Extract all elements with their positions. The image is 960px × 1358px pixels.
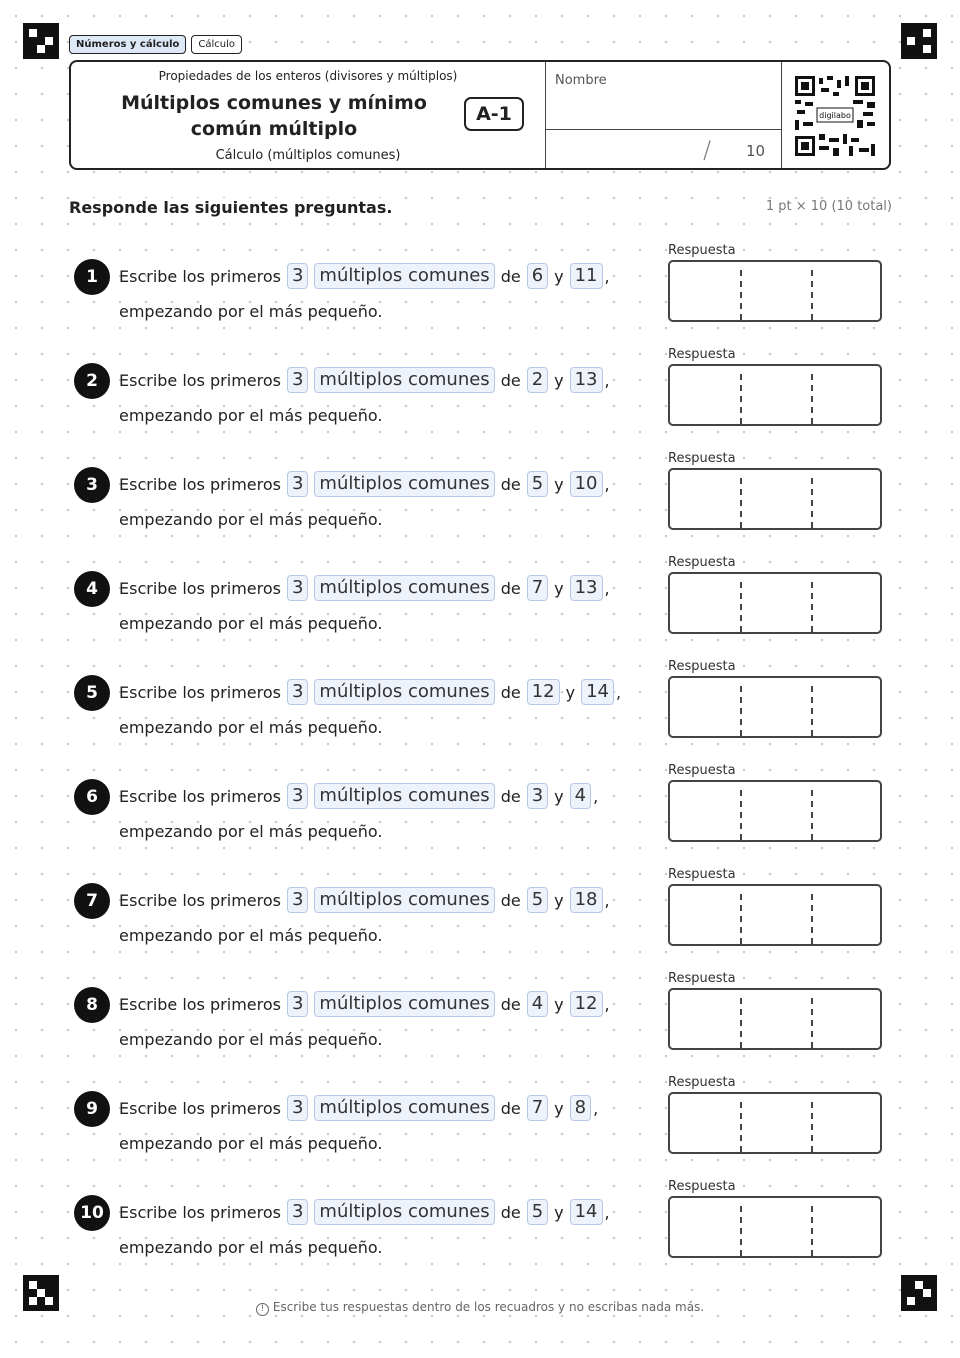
count-box: 3 — [287, 575, 308, 601]
question-number: 5 — [74, 675, 110, 711]
answer-divider — [811, 998, 813, 1048]
answer-divider — [811, 478, 813, 528]
question-text — [119, 365, 616, 395]
question-text-line2: empezando por el más pequeño. — [119, 614, 383, 633]
answer-divider — [740, 374, 742, 424]
answer-label: Respuesta — [668, 555, 736, 570]
answer-label: Respuesta — [668, 867, 736, 882]
topic-tags — [69, 35, 242, 54]
answer-label: Respuesta — [668, 1179, 736, 1194]
answer-divider — [811, 686, 813, 736]
name-label: Nombre — [555, 73, 607, 88]
number-a-box: 4 — [527, 991, 548, 1017]
answer-label: Respuesta — [668, 1075, 736, 1090]
count-box: 3 — [287, 783, 308, 809]
question-de: de — [500, 994, 521, 1014]
question-y: y — [554, 266, 564, 286]
tag-calculation: Cálculo — [191, 35, 242, 54]
question-comma: , — [593, 1098, 599, 1118]
info-icon: ! — [256, 1303, 269, 1316]
question-prefix: Escribe los primeros — [119, 994, 281, 1014]
question-item — [0, 555, 960, 675]
number-a-box: 5 — [527, 1199, 548, 1225]
question-comma: , — [604, 1202, 610, 1222]
corner-marker-top-right — [901, 23, 937, 59]
term-box: múltiplos comunes — [314, 783, 494, 809]
question-de: de — [500, 682, 521, 702]
number-b-box: 4 — [570, 783, 591, 809]
question-comma: , — [604, 370, 610, 390]
question-prefix: Escribe los primeros — [119, 1202, 281, 1222]
count-box: 3 — [287, 1095, 308, 1121]
answer-divider — [811, 894, 813, 944]
question-text-line2: empezando por el más pequeño. — [119, 926, 383, 945]
question-prefix: Escribe los primeros — [119, 370, 281, 390]
term-box: múltiplos comunes — [314, 1199, 494, 1225]
term-box: múltiplos comunes — [314, 1095, 494, 1121]
question-y: y — [554, 890, 564, 910]
count-box: 3 — [287, 1199, 308, 1225]
count-box: 3 — [287, 679, 308, 705]
question-item — [0, 971, 960, 1091]
question-comma: , — [604, 266, 610, 286]
question-y: y — [554, 994, 564, 1014]
answer-label: Respuesta — [668, 243, 736, 258]
question-text — [119, 677, 627, 707]
answer-box[interactable] — [668, 364, 882, 426]
number-b-box: 8 — [570, 1095, 591, 1121]
question-prefix: Escribe los primeros — [119, 786, 281, 806]
worksheet-subtitle: Cálculo (múltiplos comunes) — [215, 148, 401, 163]
question-item — [0, 867, 960, 987]
question-text — [119, 1197, 616, 1227]
question-prefix: Escribe los primeros — [119, 890, 281, 910]
question-text — [119, 781, 604, 811]
question-item — [0, 1075, 960, 1195]
instruction-text: Responde las siguientes preguntas. — [69, 198, 396, 217]
number-a-box: 2 — [527, 367, 548, 393]
answer-divider — [740, 1206, 742, 1256]
question-text — [119, 989, 616, 1019]
question-de: de — [500, 474, 521, 494]
qr-code — [793, 74, 877, 158]
question-y: y — [554, 578, 564, 598]
question-number: 6 — [74, 779, 110, 815]
question-item — [0, 1179, 960, 1299]
number-b-box: 12 — [570, 991, 603, 1017]
answer-label: Respuesta — [668, 763, 736, 778]
question-prefix: Escribe los primeros — [119, 266, 281, 286]
answer-divider — [811, 1206, 813, 1256]
question-item — [0, 347, 960, 467]
answer-label: Respuesta — [668, 659, 736, 674]
answer-label: Respuesta — [668, 451, 736, 466]
question-comma: , — [604, 474, 610, 494]
answer-divider — [811, 790, 813, 840]
answer-label: Respuesta — [668, 971, 736, 986]
question-item — [0, 659, 960, 779]
answer-box[interactable] — [668, 780, 882, 842]
question-de: de — [500, 370, 521, 390]
term-box: múltiplos comunes — [314, 263, 494, 289]
question-y: y — [554, 370, 564, 390]
answer-divider — [740, 894, 742, 944]
question-comma: , — [604, 890, 610, 910]
question-item — [0, 243, 960, 363]
question-text-line2: empezando por el más pequeño. — [119, 510, 383, 529]
footer-text: Escribe tus respuestas dentro de los recuadros y no escribas nada más. — [272, 1300, 705, 1314]
answer-box[interactable] — [668, 884, 882, 946]
question-number: 4 — [74, 571, 110, 607]
question-text-line2: empezando por el más pequeño. — [119, 1238, 383, 1257]
answer-divider — [740, 1102, 742, 1152]
number-b-box: 18 — [570, 887, 603, 913]
number-a-box: 3 — [527, 783, 548, 809]
answer-box[interactable] — [668, 1196, 882, 1258]
number-b-box: 14 — [570, 1199, 603, 1225]
question-text — [119, 885, 616, 915]
answer-divider — [740, 478, 742, 528]
question-prefix: Escribe los primeros — [119, 682, 281, 702]
header-category: Propiedades de los enteros (divisores y múltiplos) — [158, 69, 458, 83]
number-b-box: 11 — [570, 263, 603, 289]
footer-note — [0, 1300, 960, 1316]
count-box: 3 — [287, 991, 308, 1017]
question-prefix: Escribe los primeros — [119, 474, 281, 494]
number-a-box: 7 — [527, 1095, 548, 1121]
worksheet-code: A-1 — [464, 97, 524, 131]
number-b-box: 10 — [570, 471, 603, 497]
score-total: 10 — [746, 142, 766, 160]
question-de: de — [500, 578, 521, 598]
question-text-line2: empezando por el más pequeño. — [119, 1030, 383, 1049]
answer-box[interactable] — [668, 260, 882, 322]
answer-box[interactable] — [668, 1092, 882, 1154]
question-item — [0, 763, 960, 883]
count-box: 3 — [287, 367, 308, 393]
count-box: 3 — [287, 263, 308, 289]
question-number: 3 — [74, 467, 110, 503]
answer-divider — [740, 270, 742, 320]
number-b-box: 13 — [570, 575, 603, 601]
number-a-box: 12 — [527, 679, 560, 705]
question-y: y — [565, 682, 576, 702]
question-text-line2: empezando por el más pequeño. — [119, 302, 383, 321]
number-b-box: 14 — [581, 679, 614, 705]
question-number: 2 — [74, 363, 110, 399]
term-box: múltiplos comunes — [314, 575, 494, 601]
question-number: 1 — [74, 259, 110, 295]
question-de: de — [500, 266, 521, 286]
number-a-box: 7 — [527, 575, 548, 601]
question-de: de — [500, 1202, 521, 1222]
tag-numbers: Números y cálculo — [69, 35, 186, 54]
term-box: múltiplos comunes — [314, 887, 494, 913]
answer-box[interactable] — [668, 572, 882, 634]
question-y: y — [554, 1202, 564, 1222]
question-number: 8 — [74, 987, 110, 1023]
question-number: 10 — [74, 1195, 110, 1231]
term-box: múltiplos comunes — [314, 679, 494, 705]
qr-divider — [781, 62, 782, 168]
number-a-box: 5 — [527, 887, 548, 913]
term-box: múltiplos comunes — [314, 367, 494, 393]
question-text-line2: empezando por el más pequeño. — [119, 406, 383, 425]
header-title-area — [71, 62, 546, 168]
count-box: 3 — [287, 471, 308, 497]
question-text-line2: empezando por el más pequeño. — [119, 1134, 383, 1153]
question-text — [119, 469, 616, 499]
question-text — [119, 573, 616, 603]
answer-divider — [740, 686, 742, 736]
question-de: de — [500, 890, 521, 910]
question-text — [119, 261, 616, 291]
question-item — [0, 451, 960, 571]
answer-box[interactable] — [668, 468, 882, 530]
question-prefix: Escribe los primeros — [119, 1098, 281, 1118]
question-comma: , — [593, 786, 599, 806]
number-a-box: 5 — [527, 471, 548, 497]
question-comma: , — [604, 578, 610, 598]
points-note: 1 pt × 10 (10 total) — [765, 199, 892, 214]
worksheet-title: Múltiplos comunes y mínimo común múltiplo — [121, 92, 427, 140]
question-de: de — [500, 1098, 521, 1118]
term-box: múltiplos comunes — [314, 991, 494, 1017]
name-divider — [546, 129, 782, 130]
answer-divider — [811, 582, 813, 632]
question-text-line2: empezando por el más pequeño. — [119, 822, 383, 841]
worksheet-header — [69, 60, 891, 170]
qr-label: digilabo — [819, 111, 851, 120]
answer-divider — [740, 582, 742, 632]
question-de: de — [500, 786, 521, 806]
question-y: y — [554, 474, 564, 494]
question-y: y — [554, 1098, 564, 1118]
question-comma: , — [604, 994, 610, 1014]
question-text — [119, 1093, 604, 1123]
corner-marker-top-left — [23, 23, 59, 59]
question-y: y — [554, 786, 564, 806]
score-slash: / — [703, 136, 712, 164]
answer-divider — [811, 1102, 813, 1152]
count-box: 3 — [287, 887, 308, 913]
answer-label: Respuesta — [668, 347, 736, 362]
answer-box[interactable] — [668, 988, 882, 1050]
question-text-line2: empezando por el más pequeño. — [119, 718, 383, 737]
question-comma: , — [615, 682, 622, 702]
answer-divider — [740, 998, 742, 1048]
question-number: 7 — [74, 883, 110, 919]
question-prefix: Escribe los primeros — [119, 578, 281, 598]
answer-divider — [811, 374, 813, 424]
question-number: 9 — [74, 1091, 110, 1127]
answer-divider — [740, 790, 742, 840]
answer-box[interactable] — [668, 676, 882, 738]
answer-divider — [811, 270, 813, 320]
term-box: múltiplos comunes — [314, 471, 494, 497]
number-a-box: 6 — [527, 263, 548, 289]
number-b-box: 13 — [570, 367, 603, 393]
